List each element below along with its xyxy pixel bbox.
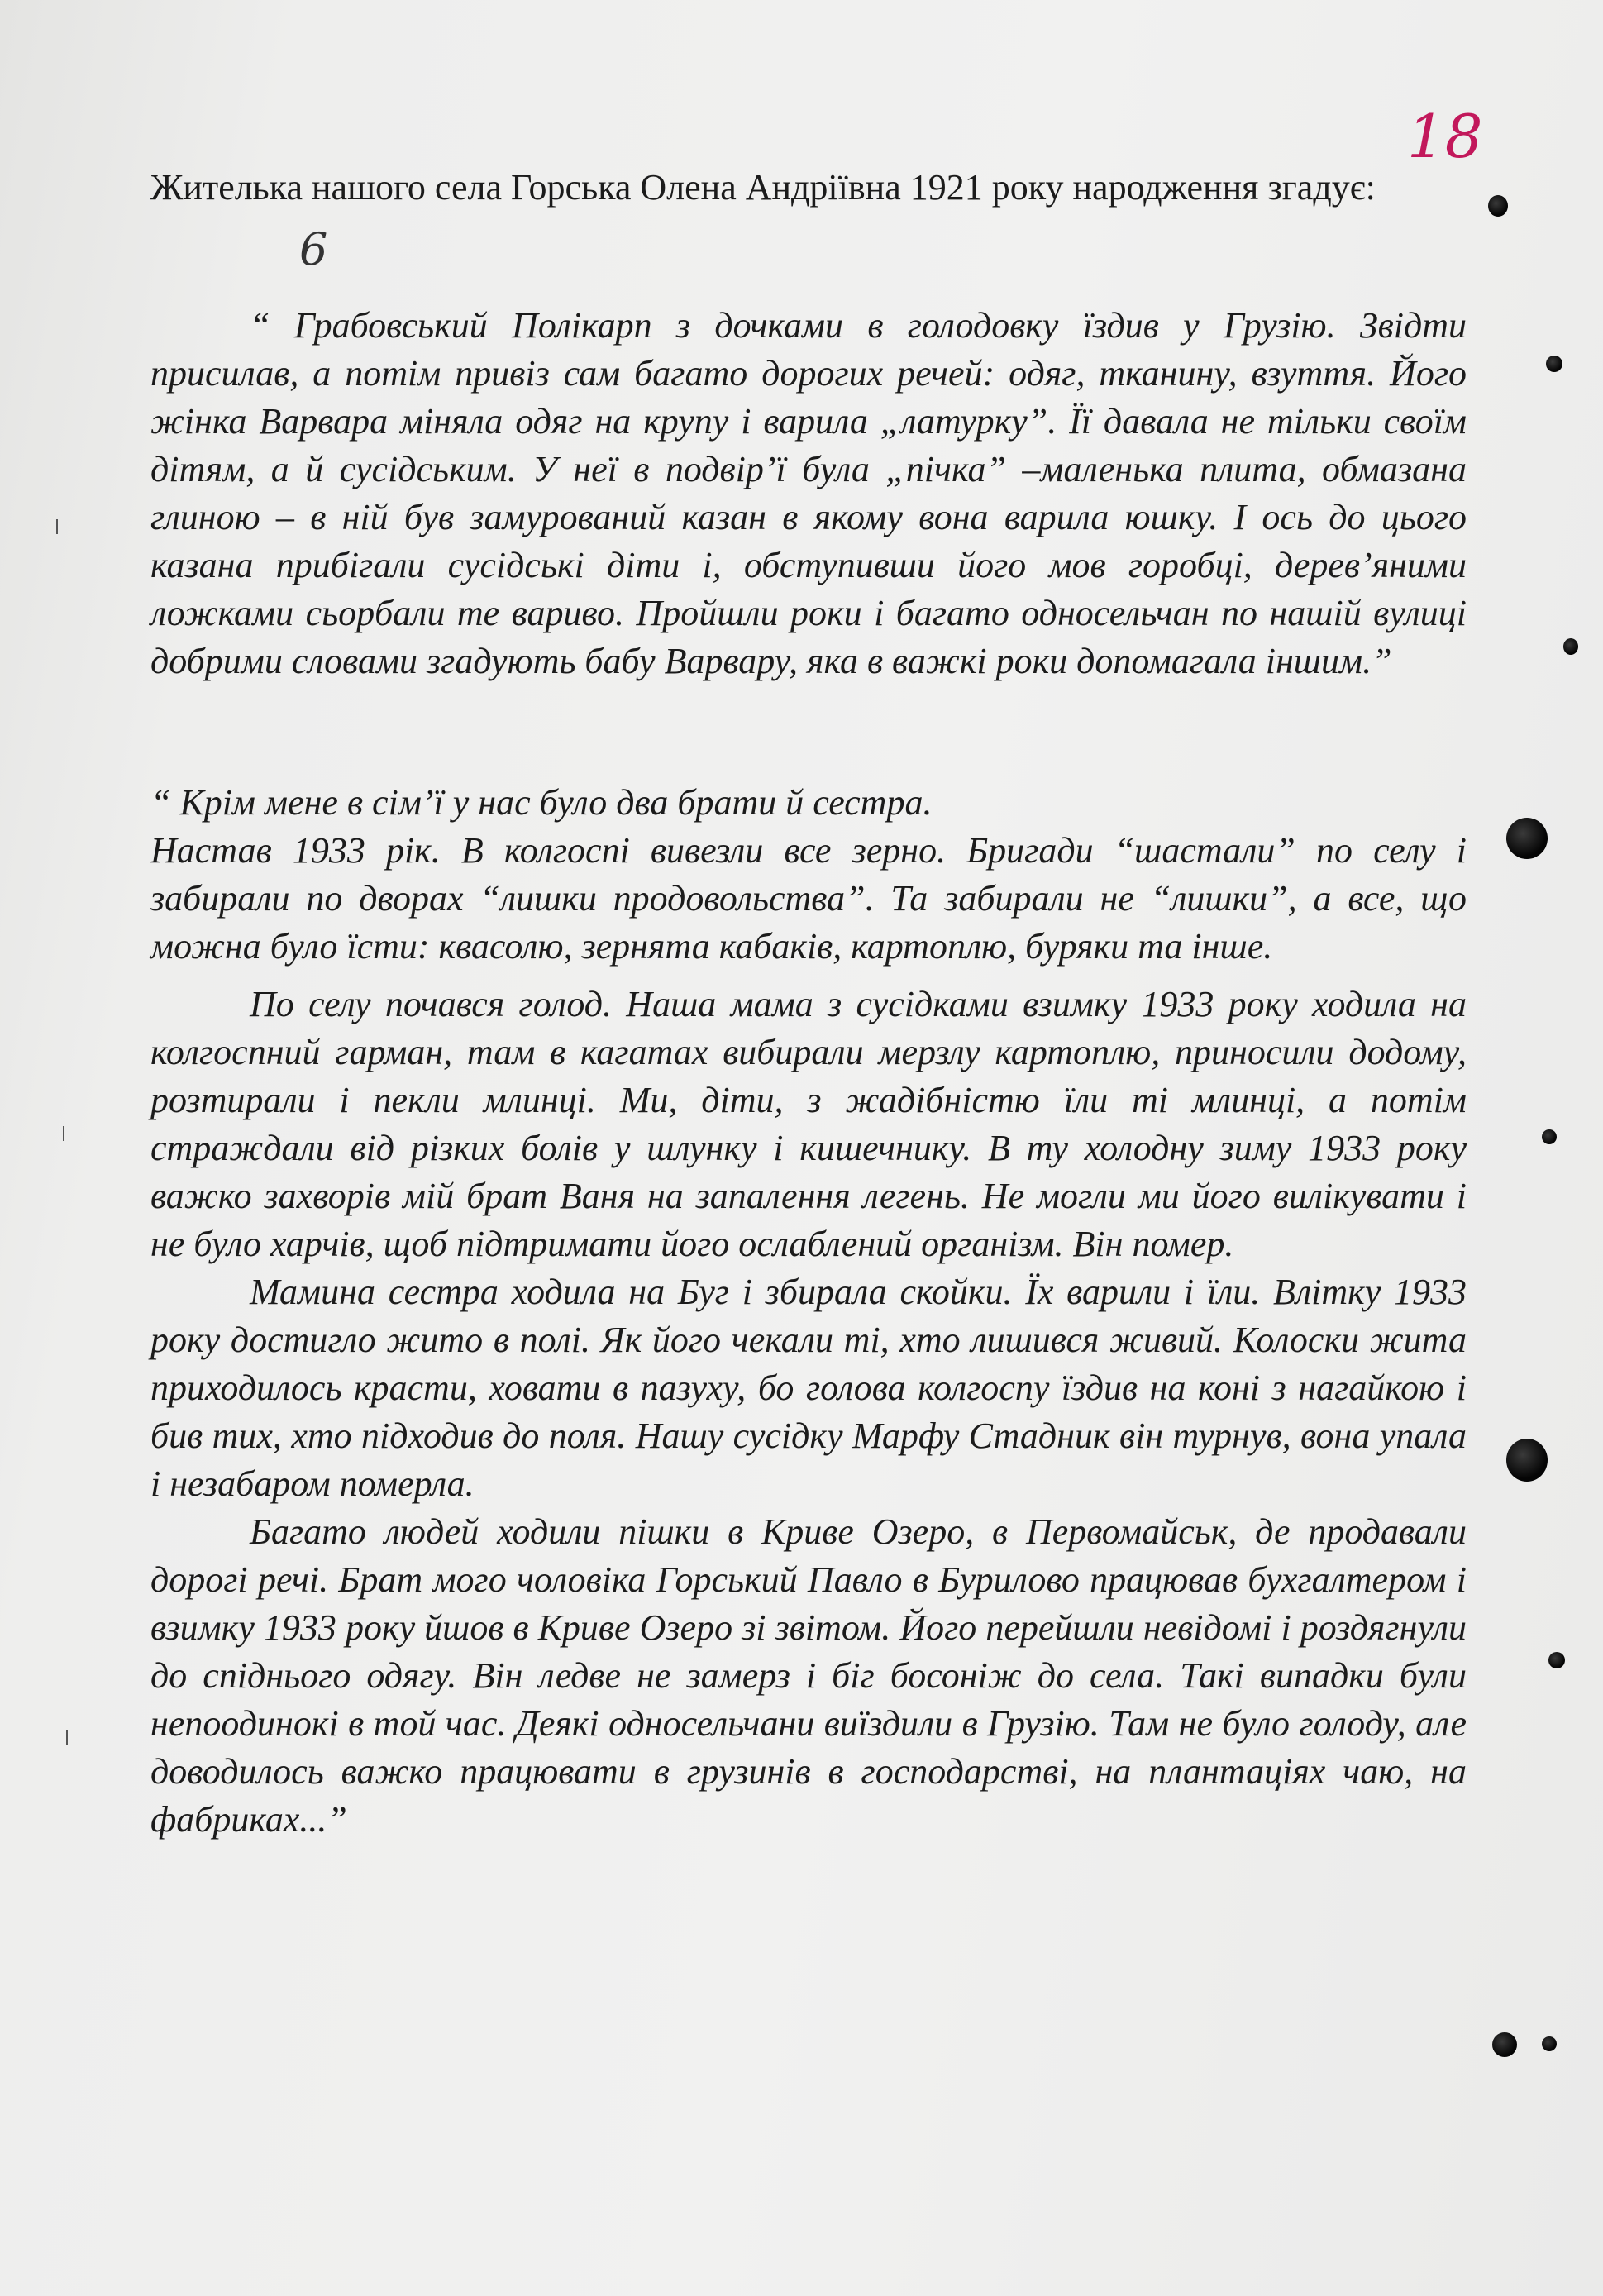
margin-tick [66,1730,68,1745]
punch-hole [1492,2032,1517,2057]
intro-text: Жителька нашого села Горська Олена Андріївна 1921 року народження згадує: [150,167,1376,208]
quote2-line1: “ Крім мене в сім’ї у нас було два брати й сестра. [150,782,933,823]
quote2-paragraph5: Багато людей ходили пішки в Криве Озеро, в Первомайськ, де продавали дорогі речі. Брат мого чоловіка Горський Павло в Бурилово працював бухгалтером і взимку 1933 року йшов в Криве Озеро зі звітом. Його перейшли невідомі і роздягнули до спіднього одягу. Він ледве не замерз і біг босоніж до села. Такі випадки були непоодинокі в той час. Деякі односельчани виїздили в Грузію. Там не було голоду, але доводилось важко працювати в грузинів в господарстві, на плантаціях чаю, на фабриках...” [150,1511,1467,1840]
punch-hole [1548,1652,1565,1668]
quote2-paragraph2: Настав 1933 рік. В колгоспі вивезли все зерно. Бригади “шастали” по селу і забирали по дворах “лишки продовольства”. Та забирали не “лишки”, а все, що можна було їсти: квасолю, зернята кабаків, картоплю, буряки та інше. [150,830,1467,967]
punch-hole [1488,195,1508,217]
quote-first-testimony [150,302,1467,685]
page-number-annotation: 18 [1407,102,1483,171]
handwritten-margin-note: 6 [299,223,328,275]
punch-hole [1542,2036,1557,2051]
punch-hole [1542,1129,1557,1144]
margin-tick [63,1126,64,1141]
punch-hole [1506,818,1548,859]
punch-hole [1546,356,1562,372]
quote1-paragraph: “ Грабовський Полікарп з дочками в голодовку їздив у Грузію. Звідти присилав, а потім привіз сам багато дорогих речей: одяг, тканину, взуття. Його жінка Варвара міняла одяг на крупу і варила „латурку”. Її давала не тільки своїм дітям, а й сусідським. У неї в подвір’ї була „пічка” –маленька плита, обмазана глиною – в ній був замурований казан в якому вона варила юшку. І ось до цього казана прибігали сусідські діти і, обступивши його мов горобці, дерев’яними ложками сьорбали те вариво. Пройшли роки і багато односельчан по нашій вулиці добрими словами згадують бабу Варвару, яка в важкі роки допомагала іншим.” [150,305,1467,681]
margin-tick [56,519,58,534]
quote2-paragraph3: По селу почався голод. Наша мама з сусідками взимку 1933 року ходила на колгоспний гарман, там в кагатах вибирали мерзлу картоплю, приносили додому, розтирали і пекли млинці. Ми, діти, з жадібністю їли ті млинці, а потім страждали від різких болів у шлунку і кишечнику. В ту холодну зиму 1933 року важко захворів мій брат Ваня на запалення легень. Не могли ми його вилікувати і не було харчів, щоб підтримати його ослаблений організм. Він помер. [150,984,1467,1264]
quote-second-testimony [150,779,1467,1844]
intro-paragraph [150,164,1467,212]
quote2-paragraph4: Мамина сестра ходила на Буг і збирала скойки. Їх варили і їли. Влітку 1933 року достигло жито в полі. Як його чекали ті, хто лишився живий. Колоски жита приходилось красти, ховати в пазуху, бо голова колгоспу їздив на коні з нагайкою і бив тих, хто підходив до поля. Нашу сусідку Марфу Стадник він турнув, вона упала і незабаром померла. [150,1272,1467,1504]
punch-hole [1506,1439,1548,1482]
punch-hole [1563,638,1578,655]
